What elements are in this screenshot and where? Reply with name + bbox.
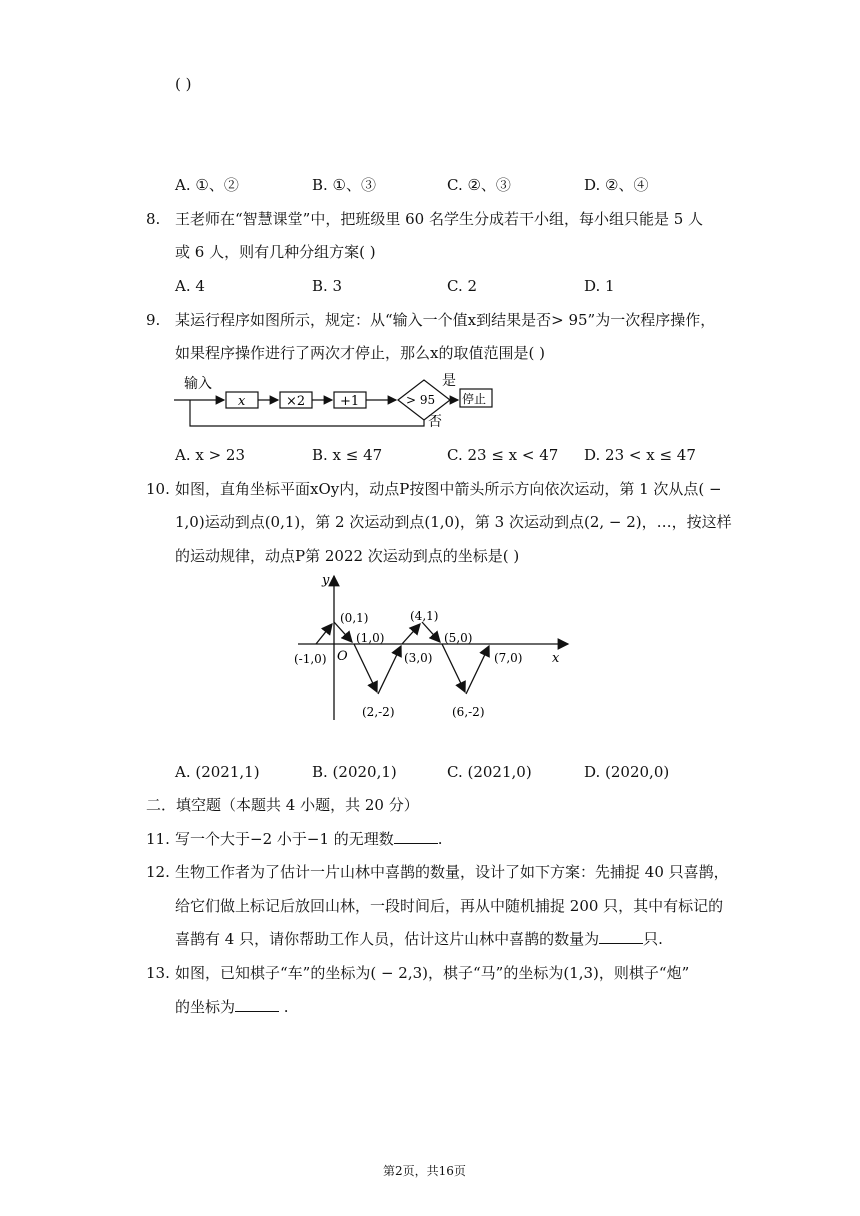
q7-option-d: D. ②、④ <box>584 176 649 194</box>
x-axis-label: x <box>552 651 560 666</box>
point-label: (-1,0) <box>294 652 327 666</box>
q8-text-line1: 王老师在“智慧课堂”中，把班级里 60 名学生分成若干小组，每小组只能是 5 人 <box>175 210 704 228</box>
q8-option-a: A. 4 <box>175 277 205 295</box>
flow-loop-back-line <box>190 400 424 426</box>
point-label: (4,1) <box>410 609 439 623</box>
q12-answer-blank <box>599 929 643 944</box>
q13-text-after: . <box>279 998 289 1016</box>
q8-text-line2: 或 6 人，则有几种分组方案( ) <box>175 243 376 261</box>
q11-text-before: 写一个大于−2 小于−1 的无理数 <box>175 830 394 848</box>
q8-option-b: B. 3 <box>312 277 343 295</box>
q8-option-c: C. 2 <box>447 277 478 295</box>
q10-option-d: D. (2020,0) <box>584 763 670 781</box>
q12-text-line3 <box>175 929 663 949</box>
path-segment <box>316 624 332 644</box>
q10-text-line1: 如图，直角坐标平面xOy内，动点P按图中箭头所示方向依次运动，第 1 次从点( − <box>175 480 722 498</box>
q10-option-a: A. (2021,1) <box>175 763 260 781</box>
point-label: (3,0) <box>404 651 433 665</box>
path-segment <box>466 646 489 694</box>
q9-option-c: C. 23 ≤ x < 47 <box>447 446 559 464</box>
q13-text-line1: 如图，已知棋子“车”的坐标为( − 2,3)，棋子“马”的坐标为(1,3)，则棋子“炮” <box>175 964 690 982</box>
q13-text-line2 <box>175 997 289 1017</box>
q7-option-a: A. ①、② <box>175 176 239 194</box>
q11-text <box>175 829 443 849</box>
flow-decision-label: > 95 <box>406 393 436 407</box>
q12-text-before: 喜鹊有 4 只，请你帮助工作人员，估计这片山林中喜鹊的数量为 <box>175 930 600 948</box>
q9-text-line2: 如果程序操作进行了两次才停止，那么x的取值范围是( ) <box>175 344 545 362</box>
q9-option-a: A. x > 23 <box>175 446 246 464</box>
point-label: (5,0) <box>444 631 473 645</box>
q12-text-line2: 给它们做上标记后放回山林，一段时间后，再从中随机捕捉 200 只，其中有标记的 <box>175 897 724 915</box>
flow-no-label: 否 <box>428 414 442 430</box>
y-axis-label: y <box>322 573 330 588</box>
q7-option-c: C. ②、③ <box>447 176 511 194</box>
point-label: (2,-2) <box>362 705 395 719</box>
path-segment <box>442 644 465 692</box>
q9-option-b: B. x ≤ 47 <box>312 446 383 464</box>
path-segment <box>354 644 377 692</box>
q10-coordinate-graph <box>290 570 580 730</box>
q12-text-line1: 生物工作者为了估计一片山林中喜鹊的数量，设计了如下方案：先捕捉 40 只喜鹊， <box>175 863 729 881</box>
path-segment <box>422 622 440 642</box>
q9-number: 9. <box>146 311 161 329</box>
flow-box-add-label: +1 <box>340 394 360 409</box>
q10-text-line2: 1,0)运动到点(0,1)，第 2 次运动到点(1,0)，第 3 次运动到点(2, − 2)，…，按这样 <box>175 513 732 531</box>
flow-box-multiply-label: ×2 <box>286 394 306 409</box>
flow-input-label: 输入 <box>184 376 212 392</box>
q11-number: 11. <box>146 830 170 848</box>
q9-flowchart <box>170 368 510 430</box>
q10-text-line3: 的运动规律，动点P第 2022 次运动到点的坐标是( ) <box>175 547 520 565</box>
section-title: 二．填空题（本题共 4 小题，共 20 分） <box>146 796 419 814</box>
q10-option-b: B. (2020,1) <box>312 763 397 781</box>
path-segment <box>334 622 352 642</box>
q11-text-after: . <box>437 830 443 848</box>
q7-answer-paren: ( ) <box>175 75 192 93</box>
point-label: (6,-2) <box>452 705 485 719</box>
point-label: (0,1) <box>340 611 369 625</box>
point-label: (1,0) <box>356 631 385 645</box>
q13-number: 13. <box>146 964 170 982</box>
q8-option-d: D. 1 <box>584 277 615 295</box>
origin-label: O <box>337 649 348 664</box>
point-label: (7,0) <box>494 651 523 665</box>
q12-number: 12. <box>146 863 170 881</box>
q8-number: 8. <box>146 210 161 228</box>
flow-yes-label: 是 <box>442 373 456 389</box>
q9-text-line1: 某运行程序如图所示，规定：从“输入一个值x到结果是否> 95”为一次程序操作， <box>175 311 716 329</box>
path-segment <box>378 646 401 694</box>
q13-answer-blank <box>235 997 279 1012</box>
q13-text-before: 的坐标为 <box>175 998 236 1016</box>
q12-text-after: 只. <box>643 930 663 948</box>
q10-number: 10. <box>146 480 170 498</box>
q10-option-c: C. (2021,0) <box>447 763 532 781</box>
q11-answer-blank <box>394 829 438 844</box>
flow-stop-label: 停止 <box>462 392 487 406</box>
page-footer: 第2页，共16页 <box>383 1164 466 1178</box>
q9-option-d: D. 23 < x ≤ 47 <box>584 446 696 464</box>
path-segment <box>402 624 420 644</box>
flow-box-x-label: x <box>238 394 246 409</box>
q7-option-b: B. ①、③ <box>312 176 377 194</box>
